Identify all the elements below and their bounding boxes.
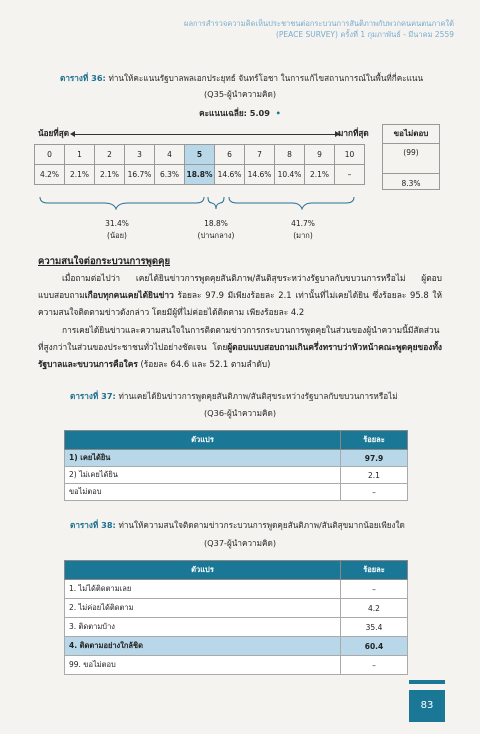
table37-sub: (Q36-ผู้นำความคิด): [203, 408, 277, 418]
percent-cell: 18.8%: [185, 165, 215, 185]
row-value: –: [341, 484, 408, 501]
table37-col-variable: ตัวแปร: [65, 431, 341, 450]
percent-cell: 2.1%: [305, 165, 335, 185]
score-cell: 7: [245, 145, 275, 165]
no-answer-column: [382, 124, 440, 190]
table38-caption: [70, 519, 405, 532]
table36-sub: (Q35-ผู้นำความคิด): [203, 89, 277, 99]
score-row: [35, 145, 365, 165]
table38-col-variable: ตัวแปร: [65, 561, 341, 580]
table38-header-row: [65, 561, 408, 580]
table-row: [65, 467, 408, 484]
score-cell: 10: [335, 145, 365, 165]
percent-cell: 14.6%: [215, 165, 245, 185]
percent-cell: 16.7%: [125, 165, 155, 185]
table37-header-row: [65, 431, 408, 450]
table37: [64, 430, 408, 501]
score-cell: 2: [95, 145, 125, 165]
table37-label: ตารางที่ 37:: [70, 391, 116, 401]
row-label: ขอไม่ตอบ: [65, 484, 341, 501]
group-low-label: (น้อย): [107, 231, 127, 240]
scale-min-label: น้อยที่สุด: [38, 128, 70, 138]
score-cell: 1: [65, 145, 95, 165]
row-label: 1. ไม่ได้ติดตามเลย: [65, 580, 341, 599]
section-title: ความสนใจต่อกระบวนการพูดคุย: [38, 256, 171, 267]
score-cell: 0: [35, 145, 65, 165]
score-scale-row: [34, 124, 434, 142]
table37-caption-text: ท่านเคยได้ยินข่าวการพูดคุยสันติภาพ/สันติสุขระหว่างรัฐบาลกับขบวนการหรือไม่: [118, 391, 398, 401]
row-value: –: [341, 656, 408, 675]
p2-text-c: (ร้อยละ 64.6 และ 52.1 ตามลำดับ): [137, 359, 271, 369]
p2-text-a: การเคยได้ยินข่าวและความสนใจในการติดตามข่าวการกระบวนการพูดคุยในส่วนของผู้นำความนี้มีสัดส่วนที่สูงกว่าในส่วนของประชาชนทั่วไปอย่างชัดเจน โดย: [38, 325, 440, 352]
table36-caption: [60, 72, 423, 85]
row-label: 3. ติดตามบ้าง: [65, 618, 341, 637]
percent-cell: 6.3%: [155, 165, 185, 185]
group-high-label: (มาก): [293, 231, 313, 240]
page-number-rule: [409, 680, 445, 684]
table36-caption-text: ท่านให้คะแนนรัฐบาลพลเอกประยุทธ์ จันทร์โอชา ในการแก้ไขสถานการณ์ในพื้นที่กี่คะแนน: [108, 73, 424, 83]
scale-max-label: มากที่สุด: [338, 128, 369, 138]
group-high-value: 41.7%: [291, 219, 315, 228]
row-label: 4. ติดตามอย่างใกล้ชิด: [65, 637, 341, 656]
running-header: [184, 18, 454, 40]
row-value: 35.4: [341, 618, 408, 637]
table38-sub: (Q37-ผู้นำความคิด): [203, 538, 277, 548]
scale-arrow: [74, 134, 336, 135]
percent-cell: 2.1%: [95, 165, 125, 185]
percent-cell: 2.1%: [65, 165, 95, 185]
group-mid-value: 18.8%: [204, 219, 228, 228]
table-row: [65, 580, 408, 599]
group-mid: [181, 218, 251, 242]
table36-label: ตารางที่ 36:: [60, 73, 106, 83]
percent-cell: 4.2%: [35, 165, 65, 185]
page-number: 83: [409, 690, 445, 722]
table38-label: ตารางที่ 38:: [70, 520, 116, 530]
row-value: 4.2: [341, 599, 408, 618]
header-line-2: (PEACE SURVEY) ครั้งที่ 1 กุมภาพันธ์ - มีนาคม 2559: [275, 30, 454, 39]
group-low-value: 31.4%: [105, 219, 129, 228]
p1-text-c: ร้อยละ 97.9 มีเพียงร้อยละ 2.1 เท่านั้นที่ไม่เคยได้ยิน ซึ่งร้อยละ 95.8 ให้ความสนใจติดตามข่าวดังกล่าว โดยมีผู้ที่ไม่ค่อยได้ติดตาม เพียงร้อยละ 4.2: [38, 290, 442, 317]
table-row: [65, 656, 408, 675]
score-cell: 8: [275, 145, 305, 165]
group-low: [82, 218, 152, 242]
score-table: [34, 124, 444, 190]
score-cell: 9: [305, 145, 335, 165]
group-braces: [38, 196, 358, 210]
row-label: 99. ขอไม่ตอบ: [65, 656, 341, 675]
mean-marker: •: [275, 108, 281, 118]
row-value: 97.9: [341, 450, 408, 467]
group-mid-label: (ปานกลาง): [197, 231, 235, 240]
paragraph-1: [38, 270, 442, 321]
no-answer-code: (99): [403, 148, 419, 157]
no-answer-header: ขอไม่ตอบ: [383, 125, 439, 144]
score-cell: 4: [155, 145, 185, 165]
row-value: 2.1: [341, 467, 408, 484]
row-label: 2) ไม่เคยได้ยิน: [65, 467, 341, 484]
table37-col-percent: ร้อยละ: [341, 431, 408, 450]
percent-row: [35, 165, 365, 185]
percent-cell: –: [335, 165, 365, 185]
table-row: [65, 637, 408, 656]
percent-cell: 14.6%: [245, 165, 275, 185]
score-cell: 3: [125, 145, 155, 165]
table-row: [65, 599, 408, 618]
paragraph-2: [38, 322, 442, 373]
no-answer-value: 8.3%: [383, 173, 439, 193]
score-grid: [34, 144, 365, 185]
table38-col-percent: ร้อยละ: [341, 561, 408, 580]
header-line-1: ผลการสำรวจความคิดเห็นประชาชนต่อกระบวนการสันติภาพกับพวกคนคนตนภาคใต้: [184, 19, 454, 28]
table-row: [65, 484, 408, 501]
row-label: 2. ไม่ค่อยได้ติดตาม: [65, 599, 341, 618]
table38: [64, 560, 408, 675]
percent-cell: 10.4%: [275, 165, 305, 185]
group-high: [268, 218, 338, 242]
score-cell: 5: [185, 145, 215, 165]
table-row: [65, 618, 408, 637]
mean-score: คะแนนเฉลี่ย: 5.09: [199, 108, 270, 118]
table-row: [65, 450, 408, 467]
p1-text-a: เมื่อถามต่อไปว่า เคยได้ยินข่าวการพูดคุยสันติภาพ/สันติสุขระหว่างรัฐบาลกับขบวนการหรือไม่ ผู้ตอบแบบสอบถาม: [38, 273, 442, 300]
p2-text-bold: ผู้ตอบแบบสอบถามเกินครึ่งทราบว่าหัวหน้าคณะพูดคุยของทั้งรัฐบาลและขบวนการคือใคร: [38, 342, 442, 369]
table38-caption-text: ท่านให้ความสนใจติดตามข่าวกระบวนการพูดคุยสันติภาพ/สันติสุขมากน้อยเพียงใด: [118, 520, 405, 530]
table36-mean: [0, 107, 480, 120]
score-cell: 6: [215, 145, 245, 165]
row-value: 60.4: [341, 637, 408, 656]
row-label: 1) เคยได้ยิน: [65, 450, 341, 467]
table37-caption: [70, 390, 398, 403]
row-value: –: [341, 580, 408, 599]
p1-text-bold: เกือบทุกคนเคยได้ยินข่าว: [84, 290, 174, 300]
